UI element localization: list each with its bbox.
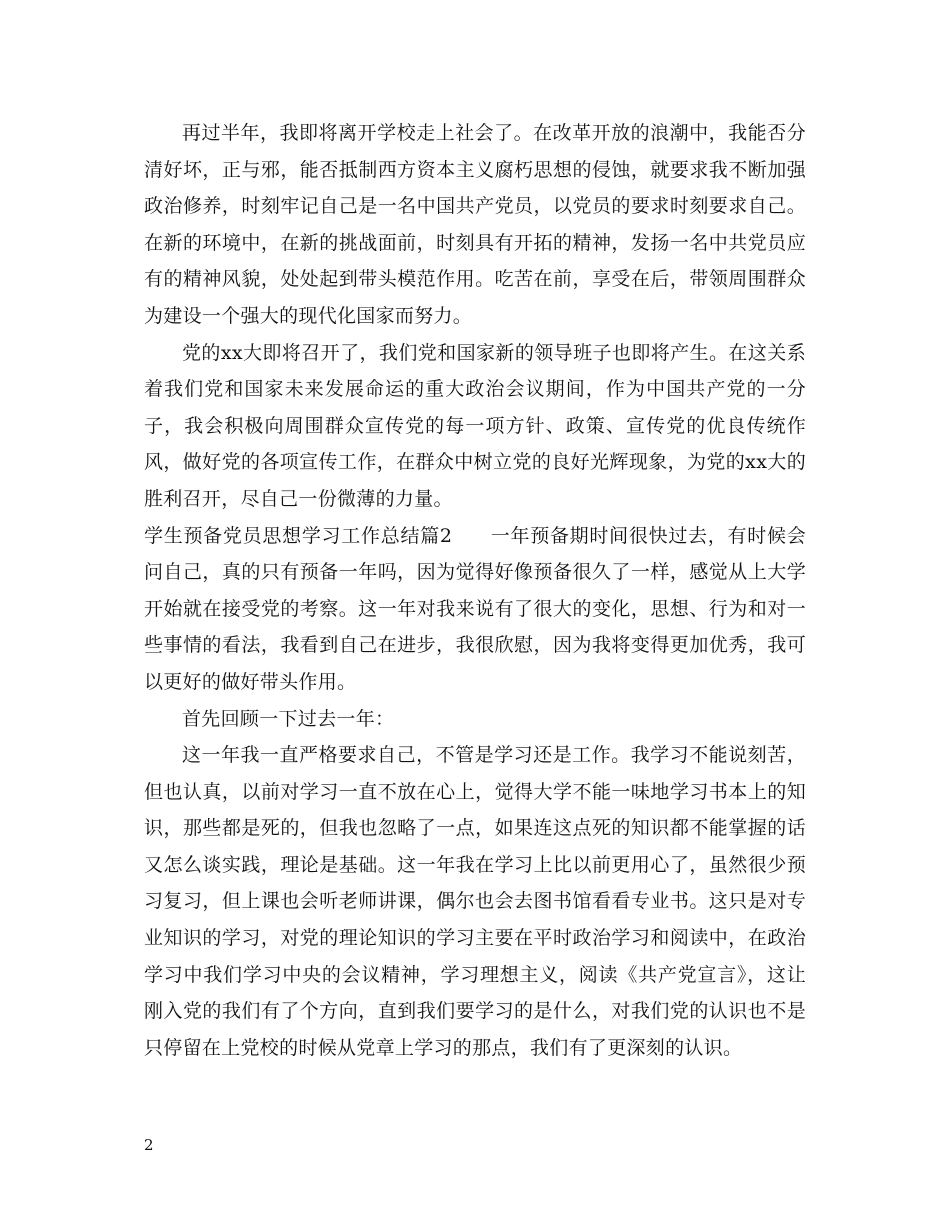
paragraph-party-congress: 党的xx大即将召开了，我们党和国家新的领导班子也即将产生。在这关系着我们党和国家未来发展命运的重大政治会议期间，作为中国共产党的一分子，我会积极向周围群众宣传党的每一项方针、政策、宣传党的优良传统作风，做好党的各项宣传工作，在群众中树立党的良好光辉现象，为党的xx大的胜利召开，尽自己一份微薄的力量。: [144, 341, 806, 510]
section-heading: 学生预备党员思想学习工作总结篇2: [144, 524, 453, 547]
paragraph-half-year: 再过半年，我即将离开学校走上社会了。在改革开放的浪潮中，我能否分清好坏，正与邪，能否抵制西方资本主义腐朽思想的侵蚀，就要求我不断加强政治修养，时刻牢记自己是一名中国共产党员，以党员的要求时刻要求自己。在新的环境中，在新的挑战面前，时刻具有开拓的精神，发扬一名中共党员应有的精神风貌，处处起到带头模范作用。吃苦在前，享受在后，带领周围群众为建设一个强大的现代化国家而努力。: [144, 122, 806, 327]
paragraph-summary-2: [144, 518, 806, 701]
document-body: [144, 115, 806, 1066]
section-body-text: 一年预备期时间很快过去，有时候会问自己，真的只有预备一年吗，因为觉得好像预备很久了一样，感觉从上大学开始就在接受党的考察。这一年对我来说有了很大的变化，思想、行为和对一些事情的看法，我看到自己在进步，我很欣慰，因为我将变得更加优秀，我可以更好的做好带头作用。: [144, 524, 806, 693]
page-number: 2: [144, 1136, 154, 1154]
paragraph-review-intro: 首先回顾一下过去一年：: [182, 707, 395, 730]
paragraph-study-review: 这一年我一直严格要求自己，不管是学习还是工作。我学习不能说刻苦，但也认真，以前对学习一直不放在心上，觉得大学不能一味地学习书本上的知识，那些都是死的，但我也忽略了一点，如果连这点死的知识都不能掌握的话又怎么谈实践，理论是基础。这一年我在学习上比以前更用心了，虽然很少预习复习，但上课也会听老师讲课，偶尔也会去图书馆看看专业书。这只是对专业知识的学习，对党的理论知识的学习主要在平时政治学习和阅读中，在政治学习中我们学习中央的会议精神，学习理想主义，阅读《共产党宣言》，这让刚入党的我们有了个方向，直到我们要学习的是什么，对我们党的认识也不是只停留在上党校的时候从党章上学习的那点，我们有了更深刻的认识。: [144, 744, 806, 1059]
